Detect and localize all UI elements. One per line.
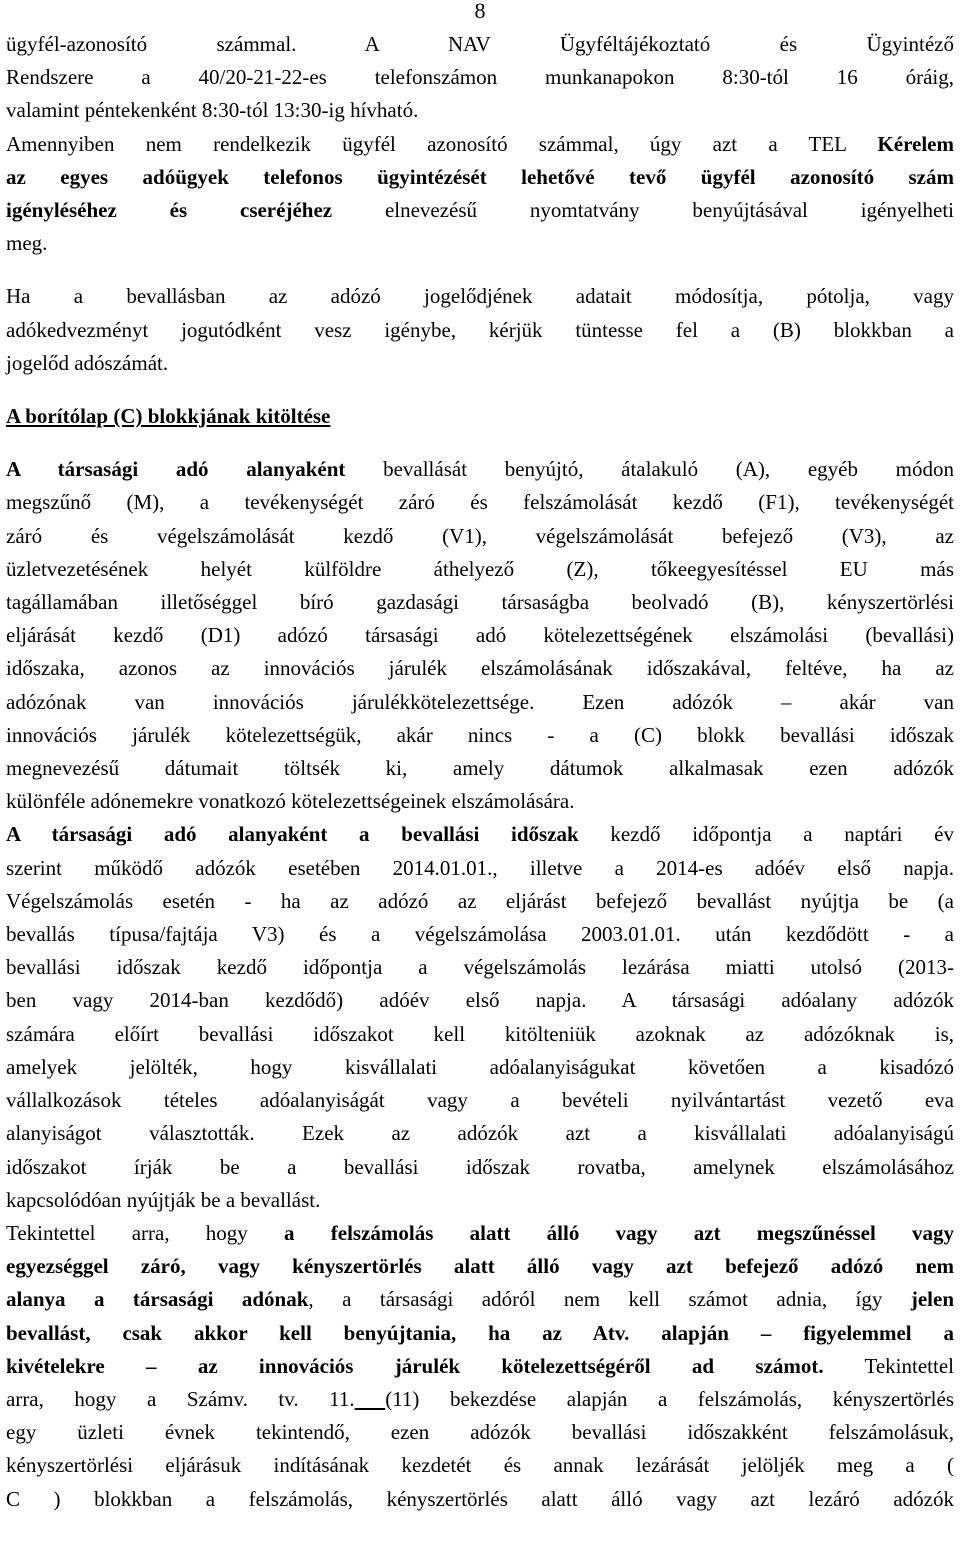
text-line: meg.: [6, 231, 48, 256]
text-line: szerint működő adózók esetében 2014.01.01., illetve a 2014-es adóév első napja.: [6, 855, 954, 880]
text-run: bevallását benyújtó, átalakuló (A), egyéb módon: [345, 457, 955, 482]
text-run: arra, hogy a Számv. tv. 11.: [6, 1386, 355, 1411]
paragraph-client-id-request: [6, 128, 954, 261]
text-line: Ha a bevallásban az adózó jogelődjének adatait módosítja, pótolja, vagy: [6, 284, 954, 309]
bold-text: jelen: [910, 1287, 954, 1312]
text-run: elnevezésű nyomtatvány benyújtásával igényelheti: [332, 198, 955, 223]
text-line: [6, 128, 954, 161]
text-line: ben vagy 2014-ban kezdődő) adóév első napja. A társasági adóalany adózók: [6, 988, 954, 1013]
text-line: kapcsolódóan nyújtják be a bevallást.: [6, 1187, 321, 1212]
text-line: [6, 1317, 954, 1350]
text-line: bevallási időszak kezdő időpontja a végelszámolás lezárása miatti utolsó (2013-: [6, 955, 954, 980]
text-line: [6, 1217, 954, 1250]
text-line: jogelőd adószámát.: [6, 350, 169, 375]
text-line: [6, 1250, 954, 1283]
bold-text: a felszámolás alatt álló vagy azt megszűnéssel vagy: [284, 1220, 954, 1245]
text-line: eljárását kezdő (D1) adózó társasági adó kötelezettségének elszámolási (bevallási): [6, 623, 954, 648]
text-line: ügyfél-azonosító számmal. A NAV Ügyféltájékoztató és Ügyintéző: [6, 32, 954, 56]
text-line: innovációs járulék kötelezettségük, akár nincs - a (C) blokk bevallási időszak: [6, 722, 954, 747]
paragraph-period-start: [6, 818, 954, 1216]
text-line: [6, 818, 954, 851]
text-line: számára előírt bevallási időszakot kell kitölteniük azoknak az adózóknak is,: [6, 1021, 954, 1046]
paragraph-gap: [6, 380, 954, 400]
text-line: megszűnő (M), a tevékenységét záró és felszámolását kezdő (F1), tevékenységét: [6, 490, 954, 515]
paragraph-gap: [6, 433, 954, 453]
text-line: adózónak van innovációs járulékkötelezettsége. Ezen adózók – akár van: [6, 689, 954, 714]
text-line: időszakot írják be a bevallási időszak rovatba, amelynek elszámolásához: [6, 1154, 954, 1179]
text-run: Amennyiben nem rendelkezik ügyfél azonosító számmal, úgy azt a TEL: [6, 131, 878, 156]
underlined-space: [355, 1387, 386, 1411]
text-run: Tekintettel arra, hogy: [6, 1220, 285, 1245]
text-line: Rendszere a 40/20-21-22-es telefonszámon munkanapokon 8:30-tól 16 óráig,: [6, 65, 954, 90]
text-line: egy üzleti évnek tekintendő, ezen adózók bevallási időszakként felszámolásuk,: [6, 1420, 954, 1445]
text-line: alanyiságot választották. Ezek az adózók azt a kisvállalati adóalanyiságú: [6, 1121, 954, 1146]
text-line: különféle adónemekre vonatkozó kötelezettségeinek elszámolására.: [6, 789, 575, 814]
bold-text: A társasági adó alanyaként a bevallási időszak: [6, 822, 579, 847]
text-line: záró és végelszámolását kezdő (V1), végelszámolását befejező (V3), az: [6, 523, 954, 548]
paragraph-contact-info: [6, 28, 954, 128]
text-run: Tekintettel: [823, 1353, 954, 1378]
section-heading: [6, 400, 954, 433]
bold-text: bevallást, csak akkor kell benyújtania, ha az Atv. alapján – figyelemmel a: [6, 1320, 954, 1345]
text-line: üzletvezetésének helyét külföldre áthelyező (Z), tőkeegyesítéssel EU más: [6, 556, 954, 581]
document-body: [6, 28, 954, 1516]
bold-text: igényléséhez és cseréjéhez: [6, 198, 333, 223]
text-line: megnevezésű dátumait töltsék ki, amely dátumok alkalmasak ezen adózók: [6, 756, 954, 781]
page-number: 8: [474, 0, 486, 23]
paragraph-tax-subject: [6, 453, 954, 818]
paragraph-predecessor: [6, 280, 954, 380]
text-line: [6, 161, 954, 194]
paragraph-liquidation: [6, 1217, 954, 1516]
text-line: tagállamában illetőséggel bíró gazdasági társaságba beolvadó (B), kényszertörlési: [6, 590, 954, 615]
text-line: adókedvezményt jogutódként vesz igénybe, kérjük tüntesse fel a (B) blokkban a: [6, 317, 954, 342]
text-line: [6, 194, 954, 227]
bold-text: az egyes adóügyek telefonos ügyintézését lehetővé tevő ügyfél azonosító szám: [6, 164, 954, 189]
text-line: [6, 1383, 954, 1416]
text-line: amelyek jelölték, hogy kisvállalati adóalanyiságukat követően a kisadózó: [6, 1054, 954, 1079]
bold-text: alanya a társasági adónak: [6, 1287, 309, 1312]
heading-text: A borítólap (C) blokkjának kitöltése: [6, 404, 331, 429]
text-line: vállalkozások tételes adóalanyiságát vagy a bevételi nyilvántartást vezető eva: [6, 1088, 954, 1113]
text-line: [6, 1283, 954, 1316]
text-run: , a társasági adóról nem kell számot adnia, így: [308, 1287, 911, 1312]
text-line: Végelszámolás esetén - ha az adózó az eljárást befejező bevallást nyújtja be (a: [6, 888, 954, 913]
text-line: C ) blokkban a felszámolás, kényszertörlés alatt álló vagy azt lezáró adózók: [6, 1486, 954, 1511]
bold-text: egyezséggel záró, vagy kényszertörlés alatt álló vagy azt befejező adózó nem: [6, 1254, 954, 1279]
paragraph-gap: [6, 260, 954, 280]
bold-text: kivételekre – az innovációs járulék kötelezettségéről ad számot.: [6, 1353, 824, 1378]
bold-text: A társasági adó alanyaként: [6, 457, 346, 482]
text-line: [6, 453, 954, 486]
text-run: (11) bekezdése alapján a felszámolás, kényszertörlés: [385, 1386, 955, 1411]
text-line: kényszertörlési eljárásuk indításának kezdetét és annak lezárását jelöljék meg a (: [6, 1453, 954, 1478]
text-line: [6, 1350, 954, 1383]
text-line: bevallás típusa/fajtája V3) és a végelszámolása 2003.01.01. után kezdődött - a: [6, 922, 954, 947]
text-line: időszaka, azonos az innovációs járulék elszámolásának időszakával, feltéve, ha az: [6, 656, 954, 681]
text-run: kezdő időpontja a naptári év: [578, 822, 954, 847]
text-line: valamint péntekenként 8:30-tól 13:30-ig hívható.: [6, 98, 419, 123]
bold-text: Kérelem: [877, 131, 954, 156]
